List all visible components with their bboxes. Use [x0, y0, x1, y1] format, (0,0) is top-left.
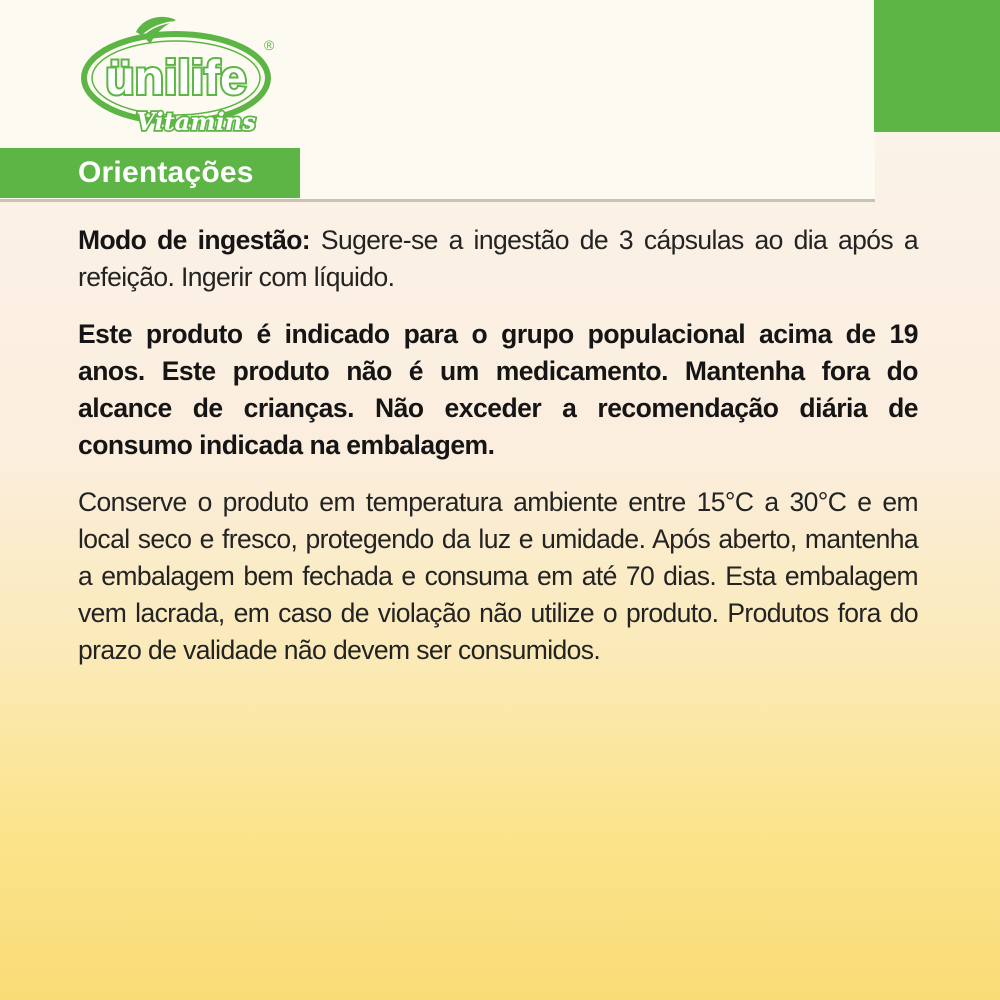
- usage-paragraph: [78, 222, 918, 296]
- instructions-content: [78, 222, 918, 689]
- warning-paragraph: Este produto é indicado para o grupo populacional acima de 19 anos. Este produto não é um medicamento. Mantenha fora do alcance de crianças. Não exceder a recomendação diária de consumo indicada na embalagem.: [78, 319, 918, 460]
- brand-name: ünilife: [105, 52, 247, 105]
- registered-mark: ®: [264, 37, 275, 53]
- brand-logo: [78, 10, 288, 142]
- corner-accent-block: [874, 0, 1000, 132]
- section-title: Orientações: [78, 156, 254, 189]
- storage-paragraph: Conserve o produto em temperatura ambiente entre 15°C a 30°C e em local seco e fresco, protegendo da luz e umidade. Após aberto, mantenha a embalagem bem fechada e consuma em até 70 dias. Esta embalagem vem lacrada, em caso de violação não utilize o produto. Produtos fora do prazo de validade não devem ser consumidos.: [78, 487, 918, 665]
- usage-text: Sugere-se a ingestão de 3 cápsulas ao dia após a refeição. Ingerir com líquido.: [78, 225, 919, 292]
- brand-tagline: Vitamins: [136, 107, 256, 136]
- header-divider: [0, 199, 875, 202]
- section-header: [0, 148, 300, 198]
- usage-label: Modo de ingestão:: [78, 225, 311, 255]
